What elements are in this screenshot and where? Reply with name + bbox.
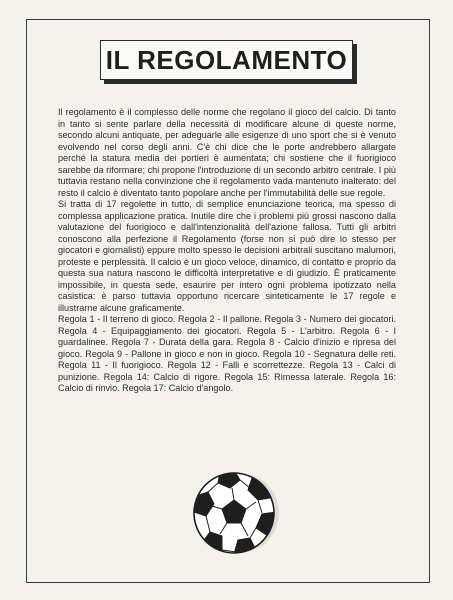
article-body	[58, 107, 396, 395]
soccer-ball-illustration	[190, 466, 290, 560]
page-title: IL REGOLAMENTO	[105, 45, 348, 75]
paragraph-rules-list: Regola 1 - Il terreno di gioco. Regola 2 - Il pallone. Regola 3 - Numero dei giocatori. Regola 4 - Equipaggiamento dei giocatori. Regola 5 - L'arbitro. Regola 6 - I guardalinee. Regola 7 - Durata della gara. Regola 8 - Calcio d'inizio e ripresa del gioco. Regola 9 - Pallone in gioco e non in gioco. Regola 10 - Segnatura delle reti. Regola 11 - Il fuorigioco. Regola 12 - Falli e scorrettezze. Regola 13 - Calci di punizione. Regola 14: Calcio di rigore. Regola 15: Rimessa laterale. Regola 16: Calcio di rinvio. Regola 17: Calcio d'angolo.	[58, 314, 396, 393]
paragraph-intro: Il regolamento è il complesso delle norme che regolano il gioco del calcio. Di tanto in tanto si sente parlare della necessità di modificare alcune di queste norme, secondo alcuni antiquate, per adeguarle alle esigenze di uno sport che si è venuto evolvendo nel corso degli anni. C'è chi dice che le porte andrebbero allargate perché la statura media dei portieri è aumentata; chi sostiene che il fuorigioco sarebbe da riformare; chi propone l'introduzione di un secondo arbitro centrale. I più tuttavia restano nella convinzione che il regolamento vada mantenuto inalterato: del resto il calcio è diventato tanto popolare anche per l'immutabilità delle sue regole.	[58, 107, 396, 198]
paragraph-rules-overview: Si tratta di 17 regolette in tutto, di semplice enunciazione teorica, ma spesso di complessa applicazione pratica. Inutile dire che i problemi più grossi nascono dalla valutazione del fuorigioco e dall'intenzionalità dell'azione fallosa. Tutti gli arbitri conoscono alla perfezione il Regolamento (forse non si può dire lo stesso per giocatori e giornalisti) eppure molto spesso le decisioni arbitrali suscitano malumori, proteste e perplessità. Il calcio è un gioco veloce, dinamico, di contatto e proprio da questa sua natura nascono le difficoltà interpretative e di giudizio. È praticamente impossibile, in questa sede, esaurire per intero ogni problema ipotizzato nella casistica: è parso tuttavia opportuno ricercare sinteticamente le 17 regole e illustrarne alcune graficamente.	[58, 199, 396, 313]
title-box	[100, 40, 353, 80]
